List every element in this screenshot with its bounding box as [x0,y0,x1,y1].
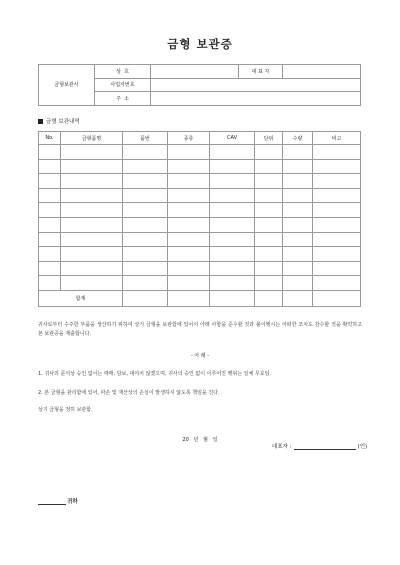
table-cell[interactable] [283,159,313,174]
table-row [39,247,361,262]
table-cell[interactable] [210,261,255,276]
table-cell[interactable] [168,217,210,232]
table-cell[interactable] [168,261,210,276]
header-remarks: 비고 [313,132,361,145]
header-quantity: 수량 [283,132,313,145]
note-item: 1. 귀사의 문서상 승인 없이는 매매, 담보, 대여치 않겠으며, 귀사의 승인 없이 이루어진 행위는 일체 무효임. [38,371,272,377]
total-row [39,290,361,306]
seal-mark: (인) [357,444,368,450]
table-cell[interactable] [61,276,123,291]
section-heading-text: 금형 보관내역 [46,119,80,125]
signature-blank[interactable] [294,442,356,450]
table-cell[interactable] [210,232,255,247]
table-cell[interactable] [123,159,168,174]
header-type: 종류 [168,132,210,145]
total-cell[interactable] [255,290,283,306]
table-cell[interactable] [255,145,283,160]
table-cell[interactable] [313,247,361,262]
total-cell[interactable] [168,290,210,306]
table-cell[interactable] [313,203,361,218]
table-cell[interactable] [255,276,283,291]
table-cell[interactable] [210,276,255,291]
addressee-suffix: 귀하 [67,499,78,505]
table-cell[interactable] [123,261,168,276]
table-cell[interactable] [61,203,123,218]
table-cell[interactable] [39,232,61,247]
business-number-value[interactable] [151,78,361,92]
table-cell[interactable] [255,217,283,232]
table-cell[interactable] [123,232,168,247]
note-item: 2. 본 금형을 관리함에 있어, 파손 및 재산상의 손실이 발생하지 않도록 책임을 진다. [38,390,220,396]
table-cell[interactable] [123,217,168,232]
table-cell[interactable] [210,188,255,203]
total-cell[interactable] [123,290,168,306]
total-cell[interactable] [210,290,255,306]
ceo-value[interactable] [283,65,361,79]
table-row [39,159,361,174]
table-cell[interactable] [313,217,361,232]
signature-label: 대표자 : [272,444,292,450]
table-cell[interactable] [313,145,361,160]
table-cell[interactable] [210,145,255,160]
table-cell[interactable] [168,276,210,291]
table-cell[interactable] [168,174,210,189]
header-mold-name: 금형품명 [61,132,123,145]
table-cell[interactable] [39,276,61,291]
table-cell[interactable] [39,261,61,276]
table-row [39,174,361,189]
table-row [39,203,361,218]
table-cell[interactable] [210,247,255,262]
table-cell[interactable] [61,174,123,189]
table-cell[interactable] [313,174,361,189]
table-cell[interactable] [61,232,123,247]
company-name-value[interactable] [151,65,239,79]
document-title: 금형 보관증 [167,37,233,51]
table-cell[interactable] [39,174,61,189]
table-cell[interactable] [255,159,283,174]
table-row [39,261,361,276]
total-cell[interactable] [313,290,361,306]
table-cell[interactable] [283,247,313,262]
table-cell[interactable] [210,203,255,218]
table-cell[interactable] [39,247,61,262]
table-row [39,217,361,232]
table-cell[interactable] [313,232,361,247]
addressee-blank[interactable] [38,497,66,505]
header-part-number: 품번 [123,132,168,145]
keeper-info-table [38,64,361,106]
total-cell[interactable] [283,290,313,306]
table-cell[interactable] [39,159,61,174]
closing-statement: 상기 금형을 정히 보관함. [38,407,93,413]
table-header-row [39,132,361,145]
table-cell[interactable] [255,203,283,218]
section-heading [38,117,80,125]
table-cell[interactable] [61,159,123,174]
table-cell[interactable] [61,247,123,262]
table-cell[interactable] [255,174,283,189]
table-cell[interactable] [168,145,210,160]
table-row [39,145,361,160]
address-label: 주 소 [95,92,151,106]
table-cell[interactable] [210,174,255,189]
table-cell[interactable] [123,188,168,203]
table-cell[interactable] [283,145,313,160]
table-cell[interactable] [313,261,361,276]
company-name-label: 상 호 [95,65,151,79]
table-cell[interactable] [39,145,61,160]
table-cell[interactable] [168,159,210,174]
table-cell[interactable] [123,247,168,262]
agreement-paragraph: 귀사로부터 수주한 부품을 생산하기 위하여 상기 금형을 보관함에 있어서 아래 사항을 준수할 것과 불이행시는 어떠한 조치도 감수할 것을 확약하고 본 보관증을 제출합니다. [38,322,362,338]
table-cell[interactable] [123,174,168,189]
business-number-label: 사업자번호 [95,78,151,92]
table-cell[interactable] [283,232,313,247]
table-cell[interactable] [313,188,361,203]
header-unit: 단위 [255,132,283,145]
table-cell[interactable] [255,247,283,262]
table-row [39,276,361,291]
table-cell[interactable] [283,261,313,276]
table-cell[interactable] [255,261,283,276]
header-no: No. [39,132,61,145]
table-cell[interactable] [255,188,283,203]
table-cell[interactable] [61,261,123,276]
table-cell[interactable] [210,159,255,174]
table-cell[interactable] [283,188,313,203]
addressee-line [38,497,78,505]
date-line: 20 년 월 일 [182,437,218,443]
signature-line [272,442,367,450]
table-cell[interactable] [283,217,313,232]
address-value[interactable] [151,92,361,106]
table-cell[interactable] [168,232,210,247]
table-cell[interactable] [168,203,210,218]
table-cell[interactable] [39,188,61,203]
table-cell[interactable] [61,188,123,203]
mold-items-table [38,131,361,307]
table-cell[interactable] [39,217,61,232]
notes-header: - 아 래 - [190,353,210,359]
square-bullet-icon [38,119,43,124]
table-cell[interactable] [168,247,210,262]
table-cell[interactable] [39,203,61,218]
table-cell[interactable] [168,188,210,203]
header-cav: CAV [210,132,255,145]
keeper-group-label: 금형보관사 [39,65,95,106]
table-cell[interactable] [123,203,168,218]
table-cell[interactable] [123,276,168,291]
table-row [39,232,361,247]
table-cell[interactable] [283,174,313,189]
table-cell[interactable] [255,232,283,247]
table-cell[interactable] [61,217,123,232]
table-cell[interactable] [283,203,313,218]
table-cell[interactable] [313,159,361,174]
table-cell[interactable] [313,276,361,291]
total-label: 합계 [39,290,123,306]
table-row [39,188,361,203]
ceo-label: 대 표 자 [239,65,283,79]
table-cell[interactable] [210,217,255,232]
table-cell[interactable] [123,145,168,160]
table-cell[interactable] [283,276,313,291]
table-cell[interactable] [61,145,123,160]
